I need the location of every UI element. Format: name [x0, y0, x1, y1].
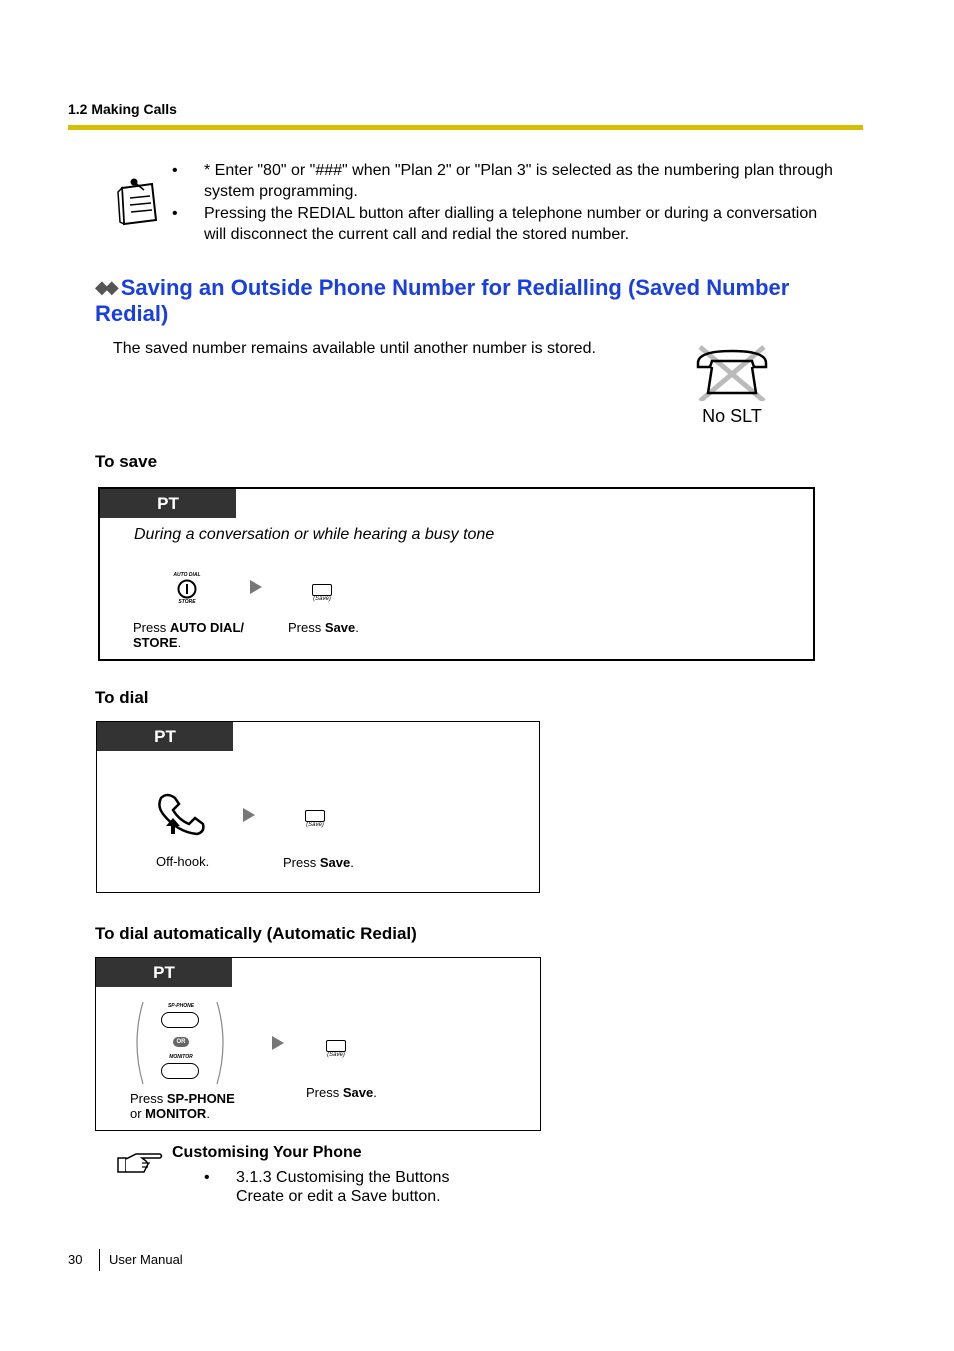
sp-phone-monitor-group — [133, 1000, 227, 1086]
bullet: • — [172, 162, 178, 179]
auto-dial-store-button — [170, 572, 204, 606]
feature-heading — [95, 274, 835, 327]
pt-tag: PT — [96, 958, 232, 987]
reference-link[interactable]: 3.1.3 Customising the Buttons — [236, 1169, 450, 1186]
step-caption: Press AUTO DIAL/ STORE. — [133, 620, 244, 650]
save-key-label: (Save) — [327, 1052, 345, 1058]
notes-list — [172, 161, 842, 247]
pt-tag: PT — [97, 722, 233, 751]
bullet: • — [172, 205, 178, 222]
section-header: 1.2 Making Calls — [68, 101, 177, 117]
bullet: • — [204, 1169, 210, 1186]
footer-divider — [99, 1249, 100, 1271]
note-item — [172, 161, 842, 202]
note-text: * Enter "80" or "###" when "Plan 2" or "Plan 3" is selected as the numbering plan through system programming. — [204, 162, 833, 200]
auto-procedure-box — [95, 957, 541, 1131]
crossed-phone-icon — [694, 345, 770, 401]
pt-tag: PT — [100, 489, 236, 518]
save-key-label: (Save) — [313, 596, 331, 602]
sp-phone-label: SP-PHONE — [167, 1003, 195, 1009]
step-caption: Off-hook. — [156, 854, 210, 869]
no-slt-label: No SLT — [702, 406, 762, 426]
icon-label-bottom: STORE — [178, 599, 196, 605]
monitor-label: MONITOR — [169, 1054, 193, 1060]
save-key-icon — [298, 810, 332, 832]
arrow-icon — [250, 580, 262, 594]
save-key-icon — [319, 1040, 353, 1062]
save-section-title: To save — [95, 452, 158, 471]
condition-text: During a conversation or while hearing a busy tone — [134, 526, 495, 543]
or-badge: OR — [173, 1037, 189, 1047]
auto-section-title: To dial automatically (Automatic Redial) — [95, 924, 417, 943]
save-key-label: (Save) — [306, 822, 324, 828]
reference-item — [204, 1168, 449, 1206]
round-button-icon — [176, 579, 198, 599]
dial-procedure-box — [96, 721, 540, 893]
header-rule — [68, 125, 863, 130]
sp-phone-key-icon — [161, 1012, 199, 1028]
step-caption: Press SP-PHONE or MONITOR. — [130, 1091, 235, 1121]
feature-title: Saving an Outside Phone Number for Redialling (Saved Number Redial) — [95, 275, 790, 326]
dial-section-title: To dial — [95, 688, 149, 707]
monitor-key-icon — [161, 1063, 199, 1079]
diamond-icon: ◆◆ — [95, 277, 115, 297]
step-caption: Press Save. — [283, 855, 354, 870]
reference-title: Customising Your Phone — [172, 1144, 362, 1161]
footer-doc-title: User Manual — [109, 1252, 183, 1267]
intro-text: The saved number remains available until another number is stored. — [113, 340, 596, 357]
icon-label-top: AUTO DIAL — [173, 572, 201, 578]
step-caption: Press Save. — [288, 620, 359, 635]
arrow-icon — [272, 1036, 284, 1050]
save-procedure-box — [98, 487, 815, 661]
arrow-icon — [243, 808, 255, 822]
save-key-icon — [305, 584, 339, 606]
note-item — [172, 204, 842, 245]
no-slt-badge — [694, 345, 770, 427]
off-hook-icon — [155, 792, 207, 836]
page-number: 30 — [68, 1252, 83, 1267]
pointing-hand-icon — [116, 1150, 164, 1176]
reference-desc: Create or edit a Save button. — [236, 1188, 441, 1205]
step-caption: Press Save. — [306, 1085, 377, 1100]
notepad-icon — [112, 170, 162, 226]
note-text: Pressing the REDIAL button after dialling a telephone number or during a conversation will disconnect the current call and redial the stored number. — [204, 205, 818, 243]
